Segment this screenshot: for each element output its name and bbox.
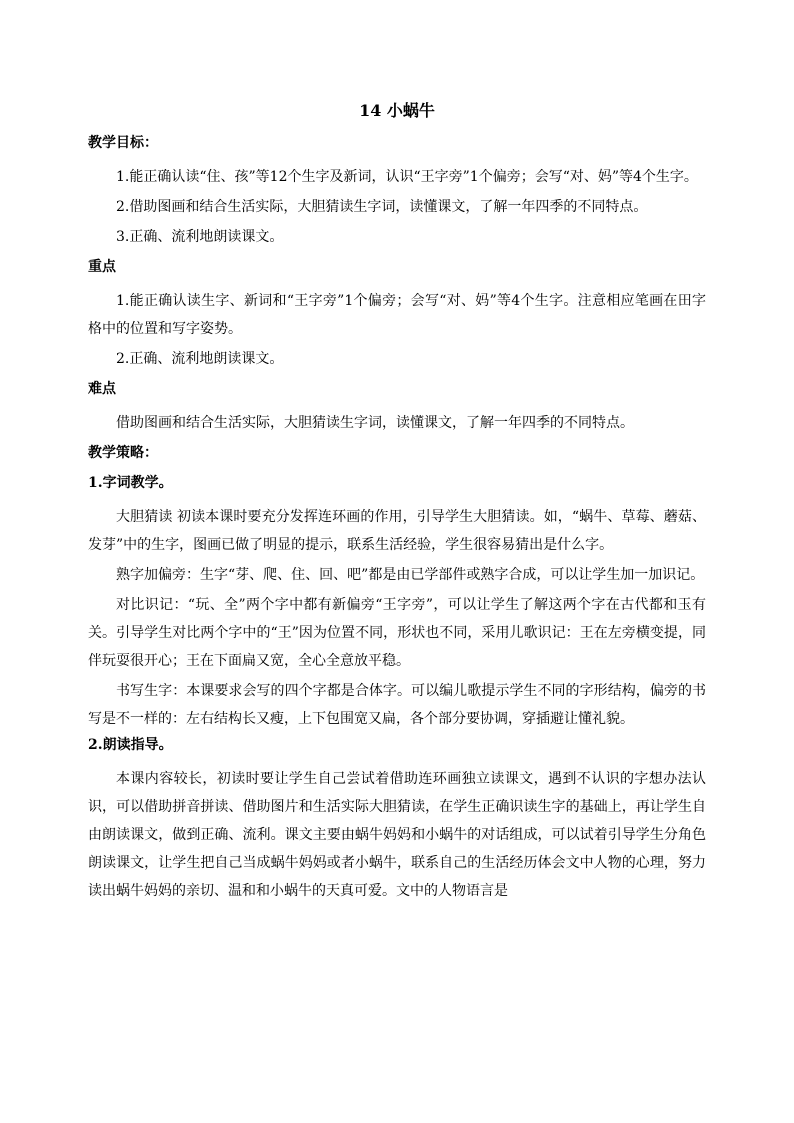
difficulties-heading: 难点 xyxy=(88,381,116,397)
strategy-1-item-2: 熟字加偏旁：生字“芽、爬、住、回、吧”都是由已学部件或熟字合成，可以让学生加一加识记。 xyxy=(116,567,705,583)
strategy-1-item-3: 对比识记：“玩、全”两个字中都有新偏旁“王字旁”，可以让学生了解这两个字在古代都和玉有关。引导学生对比两个字中的“王”因为位置不同，形状也不同，采用儿歌识记：王在左旁横变提，同伴玩耍很开心；王在下面扁又宽，全心全意放平稳。 xyxy=(88,597,706,669)
strategy-section-2-heading: 2.朗读指导。 xyxy=(88,737,173,753)
key-point-item-1: 1.能正确认读生字、新词和“王字旁”1个偏旁；会写“对、妈”等4个生字。注意相应笔画在田字格中的位置和写字姿势。 xyxy=(88,293,706,337)
strategy-2-item-1: 本课内容较长，初读时要让学生自己尝试着借助连环画独立读课文，遇到不认识的字想办法认识，可以借助拼音拼读、借助图片和生活实际大胆猜读，在学生正确识读生字的基础上，再让学生自由朗读课文，做到正确、流利。课文主要由蜗牛妈妈和小蜗牛的对话组成，可以试着引导学生分角色朗读课文，让学生把自己当成蜗牛妈妈或者小蜗牛，联系自己的生活经历体会文中人物的心理，努力读出蜗牛妈妈的亲切、温和和小蜗牛的天真可爱。文中的人物语言是 xyxy=(88,771,706,899)
strategy-heading: 教学策略： xyxy=(88,445,158,461)
goal-item-1: 1.能正确认读“住、孩”等12个生字及新词，认识“王字旁”1个偏旁；会写“对、妈”等4个生字。 xyxy=(116,169,698,185)
difficulty-item-1: 借助图画和结合生活实际，大胆猜读生字词，读懂课文，了解一年四季的不同特点。 xyxy=(116,415,634,431)
key-points-heading: 重点 xyxy=(88,259,116,275)
strategy-1-item-1: 大胆猜读 初读本课时要充分发挥连环画的作用，引导学生大胆猜读。如，“蜗牛、草莓、蘑菇、发芽”中的生字，图画已做了明显的提示，联系生活经验，学生很容易猜出是什么字。 xyxy=(88,509,706,553)
strategy-section-1-heading: 1.字词教学。 xyxy=(88,475,173,491)
goal-item-3: 3.正确、流利地朗读课文。 xyxy=(116,229,284,245)
page-title: 14 小蜗牛 xyxy=(359,101,435,120)
strategy-1-item-4: 书写生字：本课要求会写的四个字都是合体字。可以编儿歌提示学生不同的字形结构，偏旁的书写是不一样的：左右结构长又瘦，上下包围宽又扁，各个部分要协调，穿插避让懂礼貌。 xyxy=(88,683,706,727)
goal-item-2: 2.借助图画和结合生活实际，大胆猜读生字词，读懂课文，了解一年四季的不同特点。 xyxy=(116,199,648,215)
key-point-item-2: 2.正确、流利地朗读课文。 xyxy=(116,351,284,367)
goals-heading: 教学目标： xyxy=(88,135,158,151)
